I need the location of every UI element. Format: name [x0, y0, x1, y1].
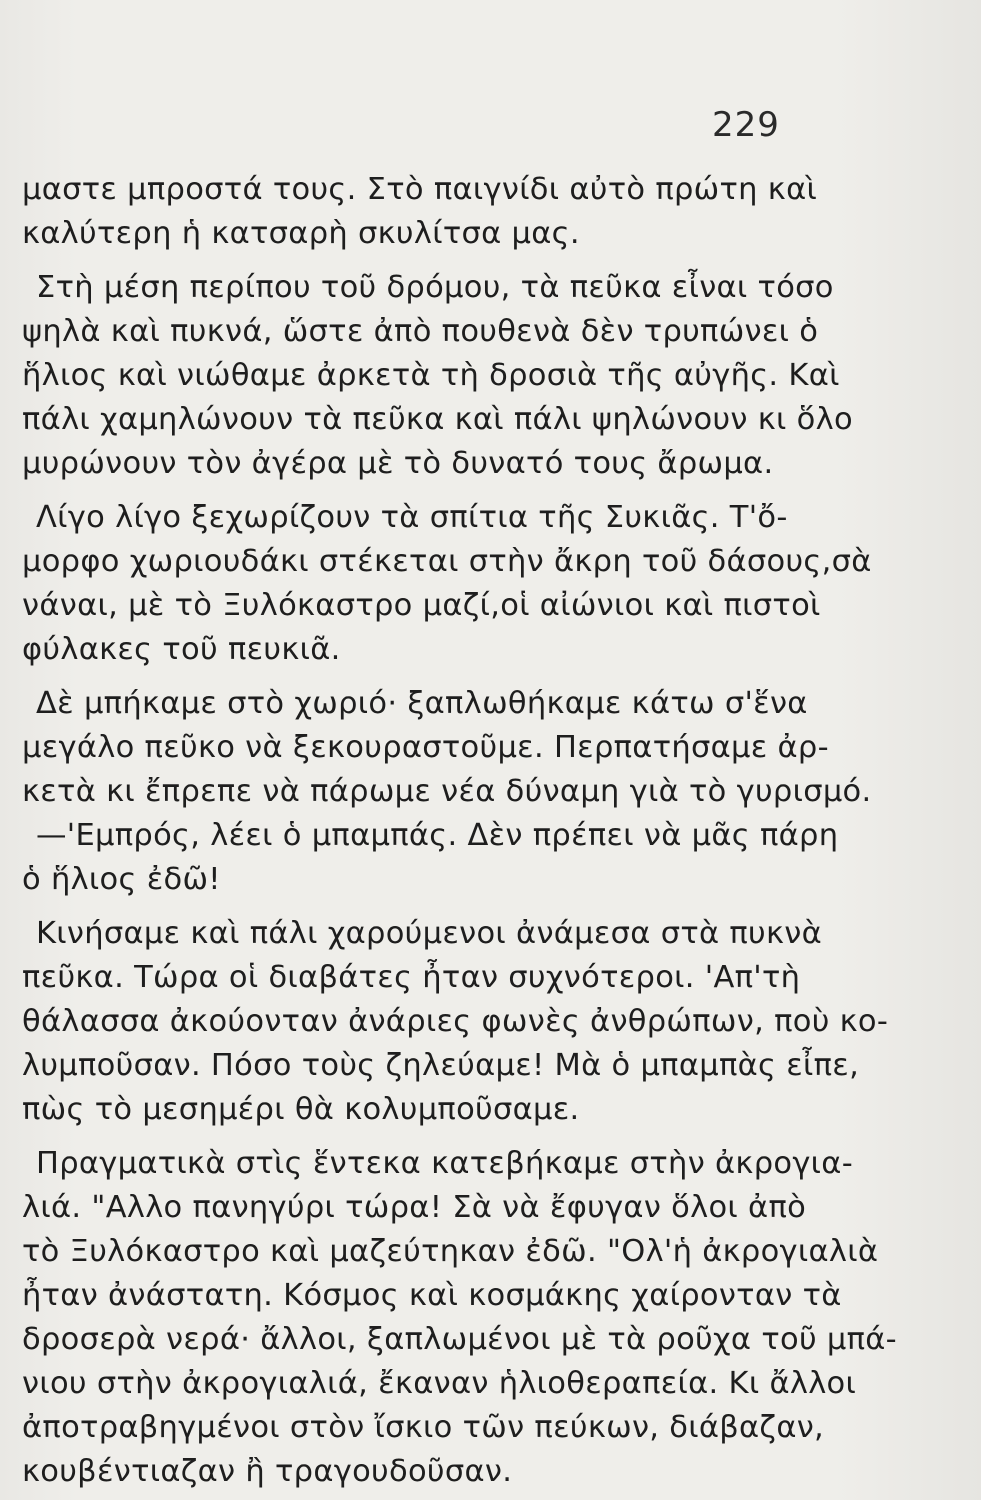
text-line: δροσερὰ νερά· ἄλλοι, ξαπλωμένοι μὲ τὰ ροῦχα τοῦ μπά- — [22, 1322, 897, 1357]
text-line: Πραγματικὰ στὶς ἕντεκα κατεβήκαμε στὴν ἀκρογια- — [36, 1146, 854, 1181]
text-line: ἥλιος καὶ νιώθαμε ἀρκετὰ τὴ δροσιὰ τῆς αὐγῆς. Καὶ — [22, 358, 840, 393]
text-line: κουβέντιαζαν ἢ τραγουδοῦσαν. — [22, 1454, 513, 1489]
text-line: Λίγο λίγο ξεχωρίζουν τὰ σπίτια τῆς Συκιᾶς. Τ'ὄ- — [36, 500, 788, 535]
text-line: —'Εμπρός, λέει ὁ μπαμπάς. Δὲν πρέπει νὰ μᾶς πάρη — [36, 818, 839, 853]
text-line: ὁ ἥλιος ἐδῶ! — [22, 862, 221, 897]
text-line: μαστε μπροστά τους. Στὸ παιγνίδι αὐτὸ πρώτη καὶ — [22, 172, 818, 207]
text-line: μεγάλο πεῦκο νὰ ξεκουραστοῦμε. Περπατήσαμε ἀρ- — [22, 730, 829, 765]
text-line: μυρώνουν τὸν ἀγέρα μὲ τὸ δυνατό τους ἄρωμα. — [22, 446, 774, 481]
text-line: νάναι, μὲ τὸ Ξυλόκαστρο μαζί,οἱ αἰώνιοι καὶ πιστοὶ — [22, 588, 821, 623]
text-line: ἦταν ἀνάστατη. Κόσμος καὶ κοσμάκης χαίρονταν τὰ — [22, 1278, 842, 1313]
text-line: ἀποτραβηγμένοι στὸν ἴσκιο τῶν πεύκων, διάβαζαν, — [22, 1410, 825, 1445]
text-line: ψηλὰ καὶ πυκνά, ὥστε ἀπὸ πουθενὰ δὲν τρυπώνει ὁ — [22, 314, 819, 349]
text-line: νιου στὴν ἀκρογιαλιά, ἔκαναν ἡλιοθεραπεία. Κι ἄλλοι — [22, 1366, 857, 1401]
text-line: φύλακες τοῦ πευκιᾶ. — [22, 632, 341, 667]
text-line: μορφο χωριουδάκι στέκεται στὴν ἄκρη τοῦ δάσους,σὰ — [22, 544, 872, 579]
text-line: πεῦκα. Τώρα οἱ διαβάτες ἦταν συχνότεροι. 'Απ'τὴ — [22, 960, 801, 995]
text-line: Κινήσαμε καὶ πάλι χαρούμενοι ἀνάμεσα στὰ πυκνὰ — [36, 916, 823, 951]
page-number: 229 — [712, 105, 780, 145]
body-text — [22, 168, 897, 1494]
text-line: λυμποῦσαν. Πόσο τοὺς ζηλεύαμε! Μὰ ὁ μπαμπὰς εἶπε, — [22, 1048, 860, 1083]
text-line: καλύτερη ἡ κατσαρὴ σκυλίτσα μας. — [22, 216, 580, 251]
text-line: Στὴ μέση περίπου τοῦ δρόμου, τὰ πεῦκα εἶναι τόσο — [36, 270, 834, 305]
text-line: κετὰ κι ἔπρεπε νὰ πάρωμε νέα δύναμη γιὰ τὸ γυρισμό. — [22, 774, 872, 809]
text-line: Δὲ μπήκαμε στὸ χωριό· ξαπλωθήκαμε κάτω σ'ἕνα — [36, 686, 808, 721]
text-line: πάλι χαμηλώνουν τὰ πεῦκα καὶ πάλι ψηλώνουν κι ὅλο — [22, 402, 853, 437]
text-line: λιά. "Αλλο πανηγύρι τώρα! Σὰ νὰ ἔφυγαν ὅλοι ἀπὸ — [22, 1190, 807, 1225]
text-line: τὸ Ξυλόκαστρο καὶ μαζεύτηκαν ἐδῶ. "Ολ'ἡ ἀκρογιαλιὰ — [22, 1234, 879, 1269]
text-line: θάλασσα ἀκούονταν ἀνάριες φωνὲς ἀνθρώπων, ποὺ κο- — [22, 1004, 889, 1039]
text-line: πὼς τὸ μεσημέρι θὰ κολυμποῦσαμε. — [22, 1092, 580, 1127]
